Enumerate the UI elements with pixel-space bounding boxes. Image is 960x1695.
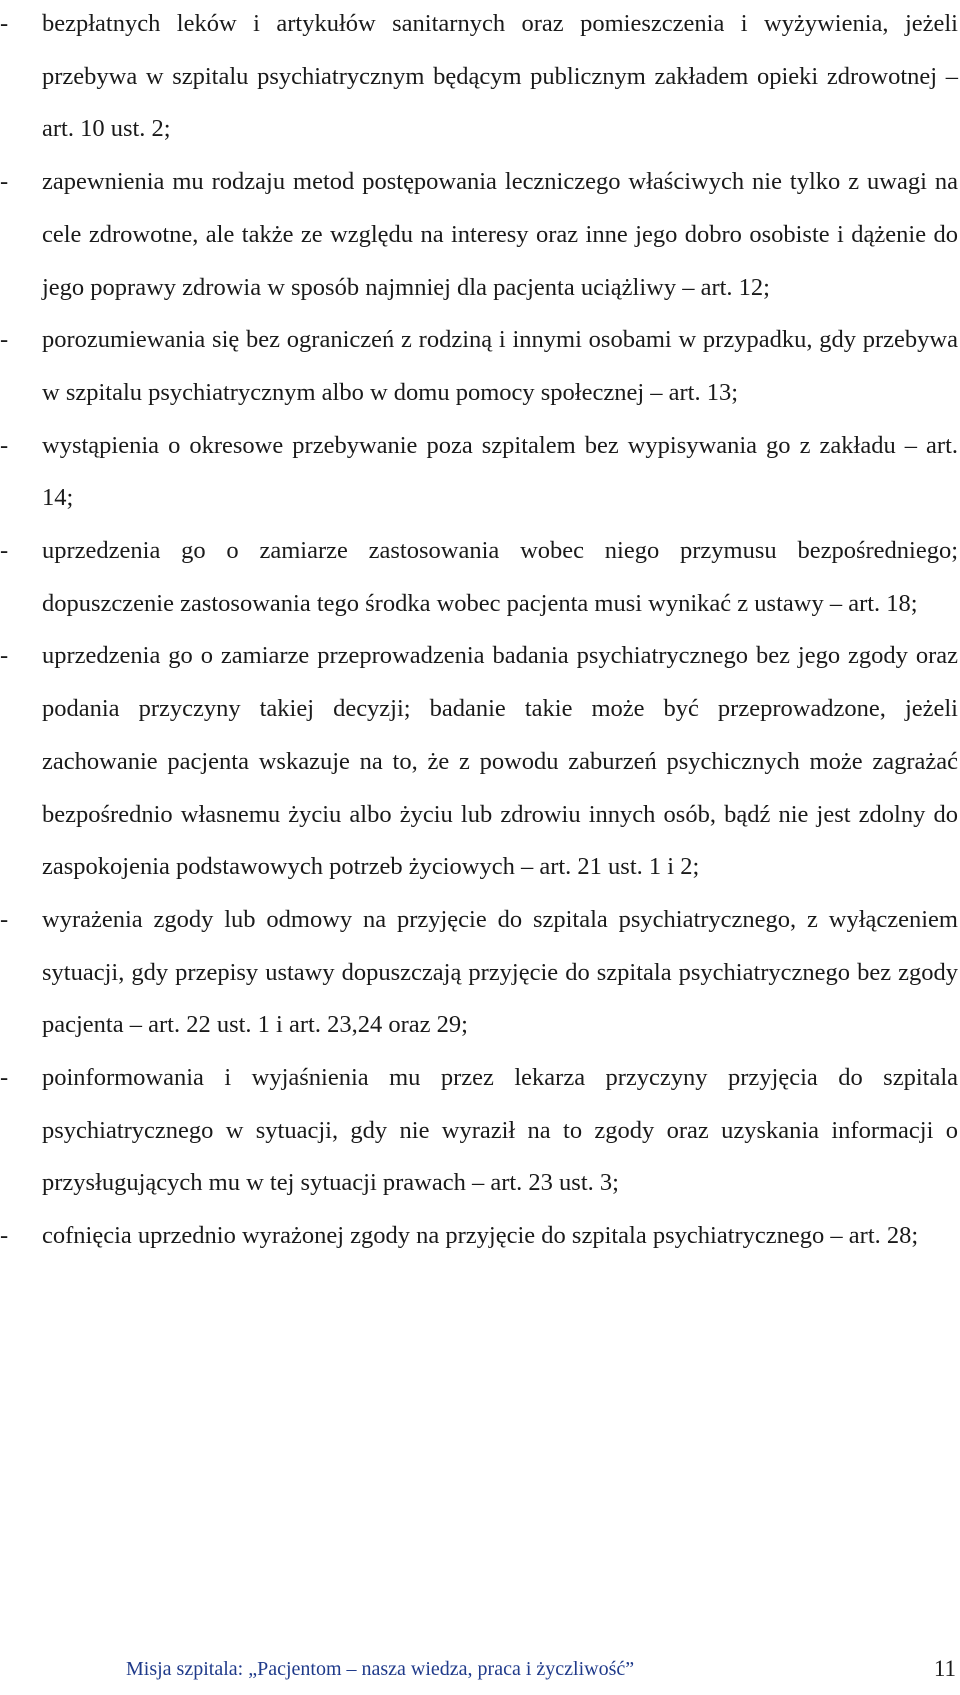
list-item-text: poinformowania i wyjaśnienia mu przez lekarza przyczyny przyjęcia do szpitala psychiatrycznego w sytuacji, gdy nie wyraził na to zgody oraz uzyskania informacji o przysługujących mu w tej sytuacji prawach – art. 23 ust. 3; [42,1064,958,1197]
list-item-text: bezpłatnych leków i artykułów sanitarnych oraz pomieszczenia i wyżywienia, jeżeli przebywa w szpitalu psychiatrycznym będącym publicznym zakładem opieki zdrowotnej – art. 10 ust. 2; [42,10,958,143]
bullet-dash: - [0,905,9,933]
list-item-text: zapewnienia mu rodzaju metod postępowania leczniczego właściwych nie tylko z uwagi na cele zdrowotne, ale także ze względu na interesy oraz inne jego dobro osobiste i dążenie do jego poprawy zdrowia w sposób najmniej dla pacjenta uciążliwy – art. 12; [42,168,958,301]
bullet-dash: - [0,168,9,196]
list-item [0,630,958,894]
list-item-text: uprzedzenia go o zamiarze przeprowadzenia badania psychiatrycznego bez jego zgody oraz podania przyczyny takiej decyzji; badanie takie może być przeprowadzone, jeżeli zachowanie pacjenta wskazuje na to, że z powodu zaburzeń psychicznych może zagrażać bezpośrednio własnemu życiu albo życiu lub zdrowiu innych osób, bądź nie jest zdolny do zaspokojenia podstawowych potrzeb życiowych – art. 21 ust. 1 i 2; [42,642,958,881]
list-item [0,1210,958,1263]
bullet-dash: - [0,10,9,37]
list-item [0,525,958,630]
footer-mission-statement: Misja szpitala: „Pacjentom – nasza wiedza, praca i życzliwość” [126,1658,635,1680]
bullet-dash: - [0,537,9,565]
bullet-dash: - [0,1064,9,1092]
list-item-text: porozumiewania się bez ograniczeń z rodziną i innymi osobami w przypadku, gdy przebywa w szpitalu psychiatrycznym albo w domu pomocy społecznej – art. 13; [42,326,958,406]
bullet-dash: - [0,1222,9,1250]
bullet-dash: - [0,431,9,459]
list-item-text: wyrażenia zgody lub odmowy na przyjęcie do szpitala psychiatrycznego, z wyłączeniem sytuacji, gdy przepisy ustawy dopuszczają przyjęcie do szpitala psychiatrycznego bez zgody pacjenta – art. 22 ust. 1 i art. 23,24 oraz 29; [42,905,958,1039]
list-item-text: wystąpienia o okresowe przebywanie poza szpitalem bez wypisywania go z zakładu – art. 14; [42,431,958,512]
page-number: 11 [933,1656,956,1681]
list-item [0,314,958,419]
list-item [0,420,958,525]
list-item-text: uprzedzenia go o zamiarze zastosowania wobec niego przymusu bezpośredniego; dopuszczenie zastosowania tego środka wobec pacjenta musi wynikać z ustawy – art. 18; [42,537,958,617]
bullet-dash: - [0,326,9,354]
list-item-text: cofnięcia uprzednio wyrażonej zgody na przyjęcie do szpitala psychiatrycznego – art. 28; [42,1222,919,1250]
list-item [0,0,958,156]
list-item [0,1052,958,1210]
list-item [0,894,958,1052]
bullet-dash: - [0,642,9,670]
list-item [0,156,958,314]
